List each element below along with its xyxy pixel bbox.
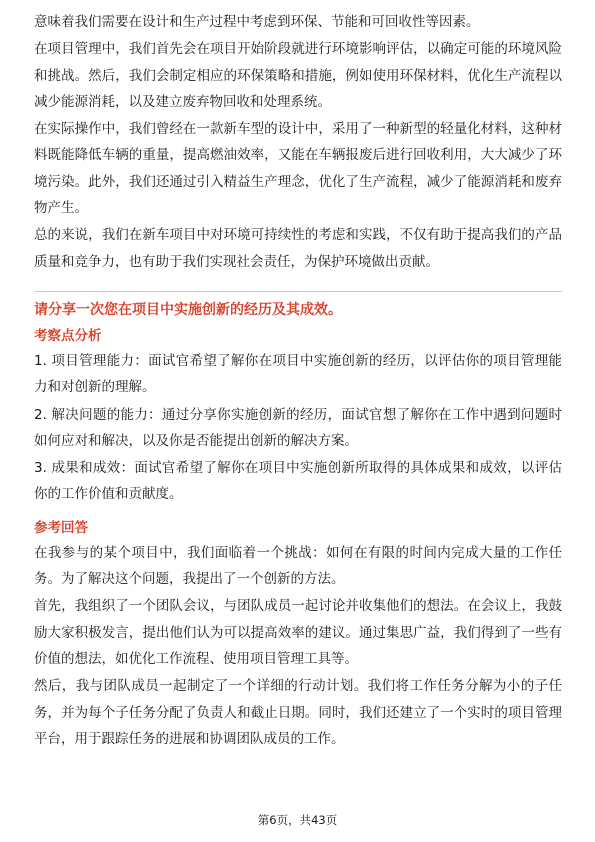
answer-paragraph: 在我参与的某个项目中，我们面临着一个挑战：如何在有限的时间内完成大量的工作任务。为了解决这个问题，我提出了一个创新的方法。	[34, 544, 562, 588]
page-content	[34, 9, 562, 752]
analysis-item: 2. 解决问题的能力：通过分享你实施创新的经历，面试官想了解你在工作中遇到问题时如何应对和解决，以及你是否能提出创新的解决方案。	[34, 406, 562, 449]
analysis-item: 1. 项目管理能力：面试官希望了解你在项目中实施创新的经历，以评估你的项目管理能力和对创新的理解。	[34, 352, 562, 396]
answer-paragraph: 首先，我组织了一个团队会议，与团队成员一起讨论并收集他们的想法。在会议上，我鼓励大家积极发言，提出他们认为可以提高效率的建议。通过集思广益，我们得到了一些有价值的想法，如优化工作流程、使用项目管理工具等。	[34, 598, 562, 667]
analysis-item: 3. 成果和成效：面试官希望了解你在项目中实施创新所取得的具体成果和成效，以评估你的工作价值和贡献度。	[34, 460, 562, 503]
intro-paragraph: 意味着我们需要在设计和生产过程中考虑到环保、节能和可回收性等因素。	[34, 14, 480, 30]
interview-question: 请分享一次您在项目中实施创新的经历及其成效。	[34, 301, 342, 318]
section-divider	[34, 291, 562, 292]
analysis-heading: 考察点分析	[34, 327, 102, 344]
page-number-footer: 第6页，共43页	[257, 813, 338, 827]
intro-paragraph: 在项目管理中，我们首先会在项目开始阶段就进行环境影响评估，以确定可能的环境风险和挑战。然后，我们会制定相应的环保策略和措施，例如使用环保材料，优化生产流程以减少能源消耗，以及建立废弃物回收和处理系统。	[34, 41, 562, 110]
answer-heading: 参考回答	[34, 519, 88, 536]
answer-paragraph: 然后，我与团队成员一起制定了一个详细的行动计划。我们将工作任务分解为小的子任务，并为每个子任务分配了负责人和截止日期。同时，我们还建立了一个实时的项目管理平台，用于跟踪任务的进展和协调团队成员的工作。	[34, 678, 562, 747]
intro-paragraph: 总的来说，我们在新车项目中对环境可持续性的考虑和实践，不仅有助于提高我们的产品质量和竞争力，也有助于我们实现社会责任，为保护环境做出贡献。	[34, 227, 562, 270]
intro-paragraph: 在实际操作中，我们曾经在一款新车型的设计中，采用了一种新型的轻量化材料，这种材料既能降低车辆的重量，提高燃油效率，又能在车辆报废后进行回收利用，大大减少了环境污染。此外，我们还通过引入精益生产理念，优化了生产流程，减少了能源消耗和废弃物产生。	[34, 121, 562, 217]
